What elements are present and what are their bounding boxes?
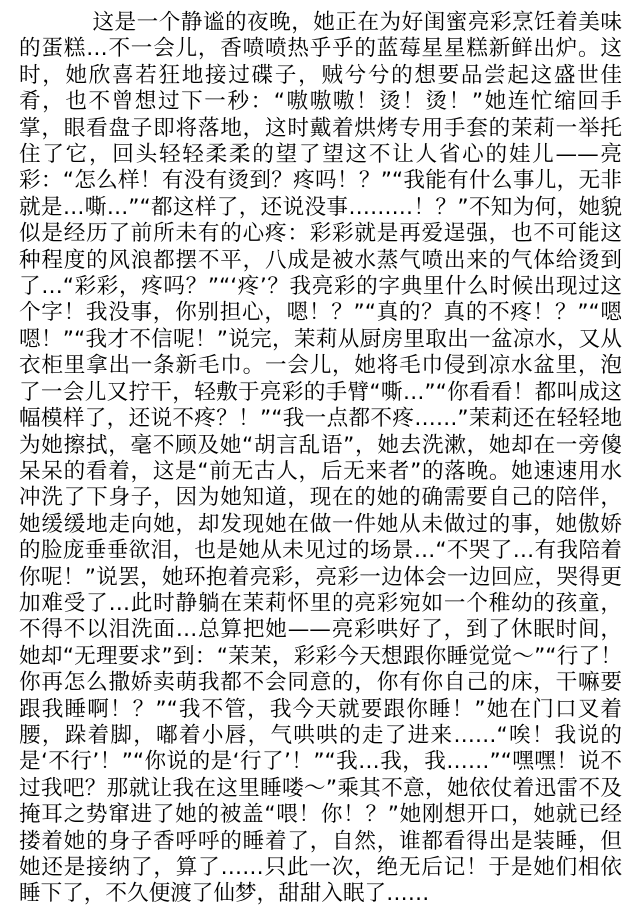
story-paragraph: 这是一个静谧的夜晚，她正在为好闺蜜亮彩烹饪着美味的蛋糕…不一会儿，香喷喷热乎乎的蓝莓星星糕新鲜出炉。这时，她欣喜若狂地接过碟子，贼兮兮的想要品尝起这盛世佳肴，也不曾想过下一秒：“嗷嗷嗷！烫！烫！”她连忙缩回手掌，眼看盘子即将落地，这时戴着烘烤专用手套的茉莉一举托住了它，回头轻轻柔柔的望了望这不让人省心的娃儿——亮彩：“怎么样！有没有烫到？疼吗！？”“我能有什么事儿，无非就是…嘶…”“都这样了，还说没事………！？”不知为何，她貌似是经历了前所未有的心疼：彩彩就是再爱逞强，也不可能这种程度的风浪都摆不平，八成是被水蒸气喷出来的气体给烫到了…“彩彩，疼吗？”“‘疼’？我亮彩的字典里什么时候出现过这个字！我没事，你别担心，嗯！？”“真的？真的不疼！？”“嗯嗯！”“我才不信呢！”说完，茉莉从厨房里取出一盆凉水，又从衣柜里拿出一条新毛巾。一会儿，她将毛巾侵到凉水盆里，泡了一会儿又拧干，轻敷于亮彩的手臂“嘶…”“你看看！都叫成这幅模样了，还说不疼？！”“我一点都不疼……”茉莉还在轻轻地为她擦拭，毫不顾及她“胡言乱语”，她去洗漱，她却在一旁傻呆呆的看着，这是“前无古人，后无来者”的落晚。她速速用水冲洗了下身子，因为她知道，现在的她的确需要自己的陪伴，她缓缓地走向她，却发现她在做一件她从未做过的事，她傲娇的脸庞垂垂欲泪，也是她从未见过的场景…“不哭了…有我陪着你呢！”说罢，她环抱着亮彩，亮彩一边体会一边回应，哭得更加难受了…此时静躺在茉莉怀里的亮彩宛如一个稚幼的孩童，不得不以泪洗面…总算把她——亮彩哄好了，到了休眠时间，她却“无理要求”到：“茉茉，彩彩今天想跟你睡觉觉～”“行了！你再怎么撒娇卖萌我都不会同意的，你有你自己的床，干嘛要跟我睡啊！？”“我不管，我今天就要跟你睡！”她在门口叉着腰，跺着脚，嘟着小唇，气哄哄的走了进来……“唉！我说的是‘不行’！”“你说的是‘行了’！”“我…我，我……”“嘿嘿！说不过我吧？那就让我在这里睡喽～”乘其不意，她依仗着迅雷不及掩耳之势窜进了她的被盖“喂！你！？”她刚想开口，她就已经搂着她的身子香呼呼的睡着了，自然，谁都看得出是装睡，但她还是接纳了，算了……只此一次，绝无后记！于是她们相依睡下了，不久便渡了仙梦，甜甜入眠了……: [19, 10, 622, 907]
